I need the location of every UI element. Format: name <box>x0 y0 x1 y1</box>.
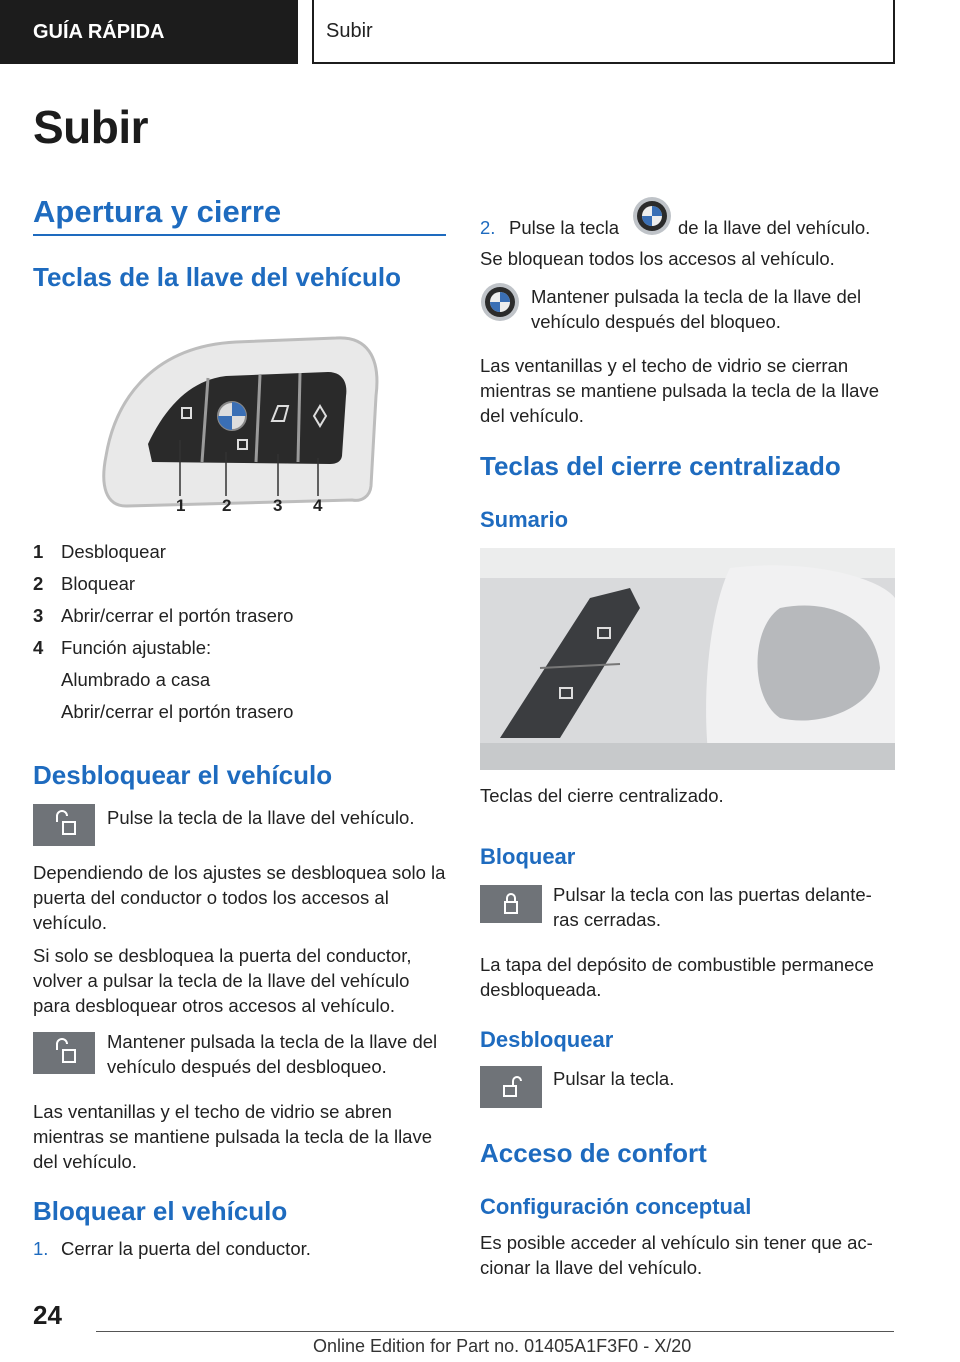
legend-num: 1 <box>33 541 44 562</box>
bmw-logo-icon <box>480 282 520 322</box>
heading-comfort-access: Acceso de confort <box>480 1138 707 1168</box>
fob-label-2: 2 <box>222 496 232 515</box>
unlock-paragraph-2: Si solo se desbloquea la puerta del conductor, volver a pulsar la tecla de la llave del vehículo para desbloquear otros accesos al vehículo. <box>33 945 412 1016</box>
unlock-hold-instruction: Mantener pulsada la tecla de la llave del vehículo después del desbloqueo. <box>107 1031 438 1077</box>
legend-subitem: Abrir/cerrar el portón trasero <box>61 701 294 722</box>
fob-label-3: 3 <box>273 496 283 515</box>
lock-hold-instruction: Mantener pulsada la tecla de la llave del vehículo después del bloqueo. <box>531 286 862 332</box>
lock-icon <box>480 885 542 923</box>
heading-key-buttons: Teclas de la llave del vehículo <box>33 262 402 292</box>
footer-rule <box>96 1331 894 1332</box>
fob-label-1: 1 <box>176 496 186 515</box>
step-text-before: Pulse la tecla <box>509 217 620 238</box>
photo-caption: Teclas del cierre centralizado. <box>480 785 724 806</box>
central-locking-photo <box>480 548 895 770</box>
unlock-paragraph-3: Las ventanillas y el techo de vidrio se abren mientras se mantiene pulsada la tecla de la llave del vehículo. <box>33 1101 433 1172</box>
unlock-key-image <box>33 804 95 846</box>
unlock-hold-key-image <box>33 1032 95 1074</box>
legend-subitem: Alumbrado a casa <box>61 669 211 690</box>
heading-apertura: Apertura y cierre <box>33 194 282 229</box>
unlock-button-instruction: Pulsar la tecla. <box>553 1068 675 1089</box>
heading-rule <box>33 234 446 236</box>
key-fob-illustration <box>96 336 386 520</box>
unlock-button-image <box>480 1066 542 1108</box>
heading-unlock-vehicle: Desbloquear el vehículo <box>33 760 333 790</box>
legend-text: Desbloquear <box>61 541 166 562</box>
lock-paragraph-2: Las ventanillas y el techo de vidrio se cierran mientras se mantiene pulsada la tecla de la llave del vehículo. <box>480 355 880 426</box>
step-number: 1. <box>33 1238 49 1259</box>
fob-label-4: 4 <box>313 496 323 515</box>
unlock-paragraph-1: Dependiendo de los ajustes se desbloquea solo la puerta del conductor o todos los accesos al vehículo. <box>33 862 446 933</box>
heading-lock: Bloquear <box>480 844 576 869</box>
heading-unlock: Desbloquear <box>480 1027 614 1052</box>
heading-concept: Configuración conceptual <box>480 1194 752 1219</box>
footer-edition: Online Edition for Part no. 01405A1F3F0 - X/20 <box>313 1336 692 1356</box>
step-text-after: de la llave del vehículo. <box>678 217 871 238</box>
lock-button-instruction: Pulsar la tecla con las puertas delante‐ ras cerradas. <box>553 884 872 930</box>
unlock-icon <box>480 1066 542 1108</box>
lock-button-image <box>480 885 542 923</box>
unlock-icon <box>33 804 95 846</box>
page-number: 24 <box>33 1300 62 1330</box>
chapter-tab: Subir <box>312 0 895 64</box>
heading-central-locking: Teclas del cierre centralizado <box>480 451 841 481</box>
page-title: Subir <box>33 101 149 153</box>
heading-summary: Sumario <box>480 507 569 532</box>
section-tab: GUÍA RÁPIDA <box>0 0 298 64</box>
heading-lock-vehicle: Bloquear el vehículo <box>33 1196 288 1226</box>
legend-text: Bloquear <box>61 573 136 594</box>
legend-num: 3 <box>33 605 44 626</box>
step-number: 2. <box>480 217 496 238</box>
fuel-cap-note: La tapa del depósito de combustible permanece desbloqueada. <box>480 954 874 1000</box>
legend-text: Función ajustable: <box>61 637 212 658</box>
unlock-instruction: Pulse la tecla de la llave del vehículo. <box>107 807 415 828</box>
step-text: Cerrar la puerta del conductor. <box>61 1238 311 1259</box>
legend-num: 4 <box>33 637 44 658</box>
concept-text: Es posible acceder al vehículo sin tener que ac‐ cionar la llave del vehículo. <box>480 1232 873 1278</box>
legend-text: Abrir/cerrar el portón trasero <box>61 605 294 626</box>
legend-num: 2 <box>33 573 44 594</box>
lock-paragraph-1: Se bloquean todos los accesos al vehículo. <box>480 248 835 269</box>
unlock-icon <box>33 1032 95 1074</box>
bmw-logo-icon <box>632 196 672 236</box>
